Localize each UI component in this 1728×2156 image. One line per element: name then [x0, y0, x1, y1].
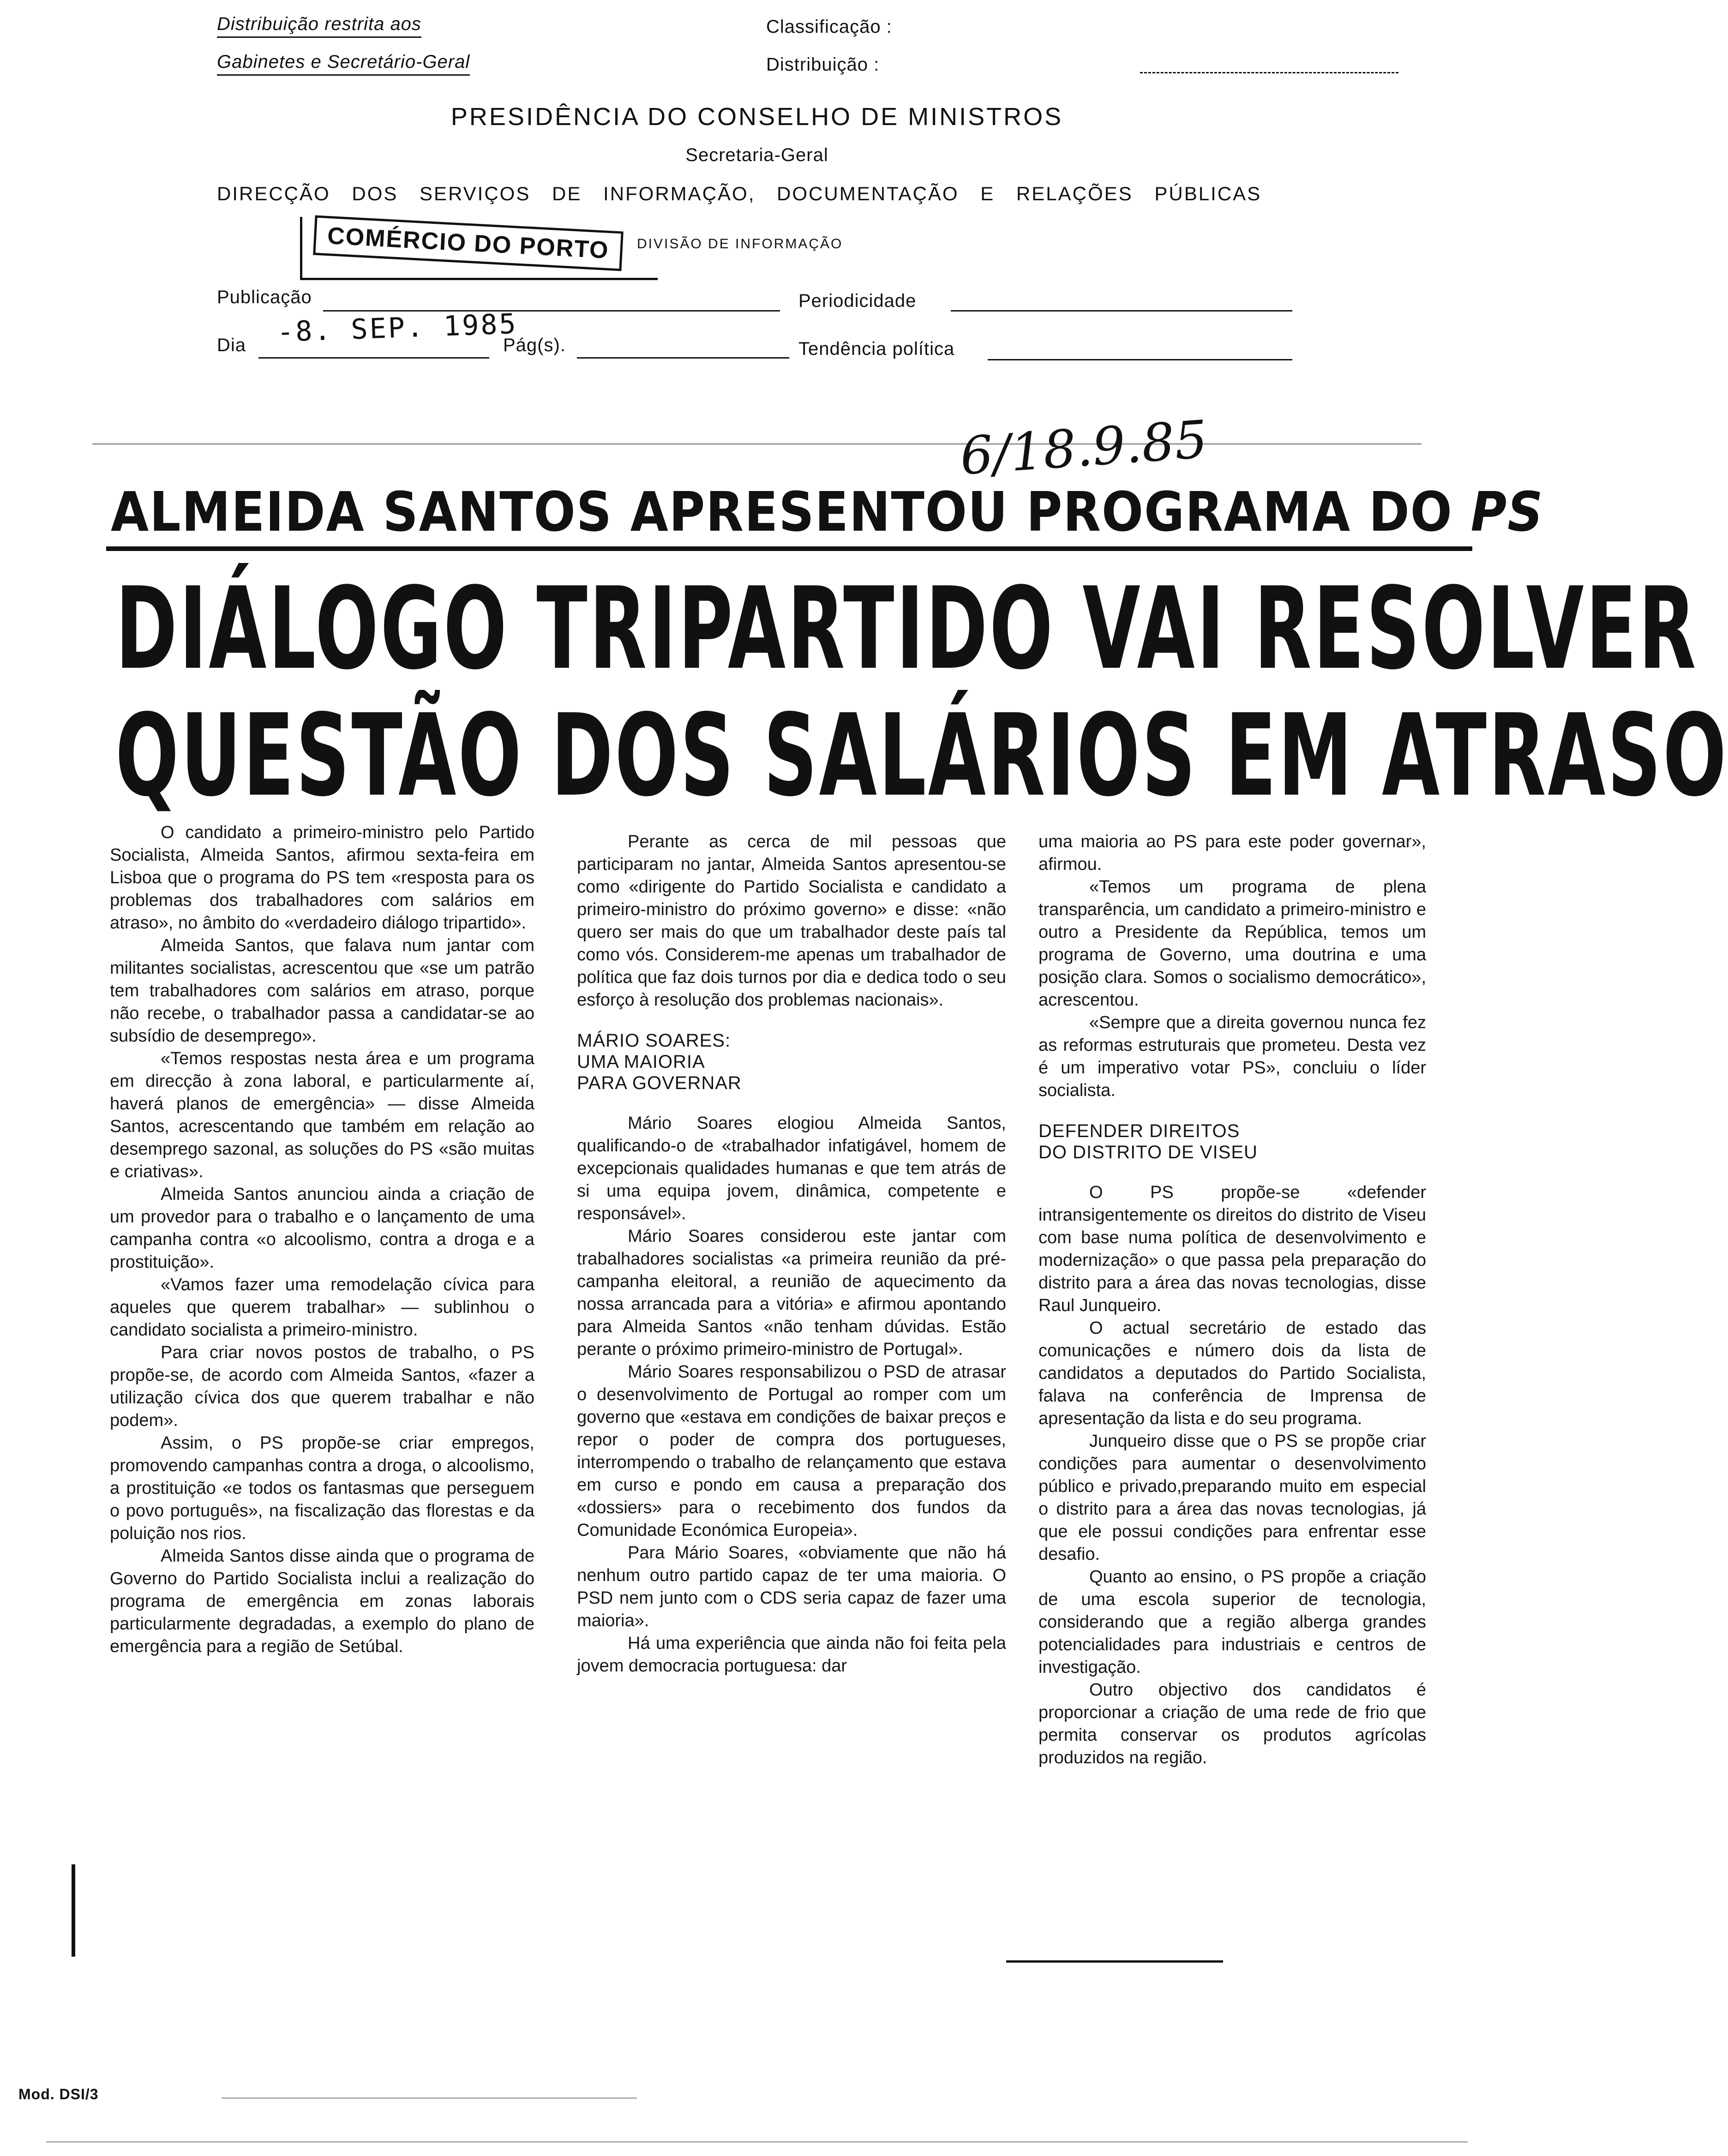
paragraph: Mário Soares responsabilizou o PSD de atrasar o desenvolvimento de Portugal ao romper com um governo que «estava em condições de baixar preços e repor o poder de compra dos portugueses, interrompendo o trabalho de relançamento que estava em curso e pondo em causa a preparação dos «dossiers» para o recebimento dos fundos da Comunidade Económica Europeia».: [577, 1362, 1006, 1540]
article-column-2: [577, 831, 1006, 1677]
paragraph: Almeida Santos anunciou ainda a criação de um provedor para o trabalho e o lançamento de uma campanha contra «o alcoolismo, contra a droga e a prostituição».: [110, 1185, 534, 1272]
headline-line-2: QUESTÃO DOS SALÁRIOS EM ATRASO: [115, 690, 1728, 821]
paragraph: Mário Soares considerou este jantar com trabalhadores socialistas «a primeira reunião da pré-campanha eleitoral, a reunião de aquecimento da nossa arrancada para a vitória» e afirmou apontando para Almeida Santos «não tenham dúvidas. Estão perante o próximo primeiro-ministro de Portugal».: [577, 1227, 1006, 1359]
handwritten-note: 6/18.9.85: [958, 409, 1210, 487]
classification-label: Classificação :: [766, 17, 892, 37]
heading-line: MÁRIO SOARES:: [577, 1030, 731, 1051]
margin-mark: [72, 1864, 75, 1957]
paragraph: Almeida Santos, que falava num jantar com militantes socialistas, acrescentou que «se um patrão tem trabalhadores com salários em atraso, porque não recebe, o trabalhador passa a candidatar-se ao subsídio de desemprego».: [110, 936, 534, 1046]
paragraph: Perante as cerca de mil pessoas que participaram no jantar, Almeida Santos apresentou-se como «dirigente do Partido Socialista e candidato a primeiro-ministro do próximo governo» e disse: «não quero ser mais do que um trabalhador deste país tal como vós. Considerem-me apenas um trabalhador de política que faz dois turnos por dia e dedica todo o seu esforço à resolução dos problemas nacionais».: [577, 832, 1006, 1010]
kicker-ps: PS: [1470, 480, 1544, 544]
paragraph: O candidato a primeiro-ministro pelo Partido Socialista, Almeida Santos, afirmou sexta-feira em Lisboa que o programa do PS tem «resposta para os problemas dos trabalhadores com salários em atraso», no âmbito do «verdadeiro diálogo tripartido».: [110, 823, 534, 933]
day-line: [258, 357, 489, 359]
heading-line: PARA GOVERNAR: [577, 1073, 742, 1093]
paragraph: «Sempre que a direita governou nunca fez as reformas estruturais que prometeu. Desta vez é um imperativo votar PS», concluiu o líder socialista.: [1038, 1013, 1426, 1100]
restriction-line-1: Distribuição restrita aos: [217, 14, 421, 38]
photocopy-streak: [46, 2141, 1468, 2143]
article-kicker: [111, 480, 1543, 544]
day-label: Dia: [217, 335, 246, 355]
tendency-label: Tendência política: [798, 339, 955, 359]
paragraph: «Vamos fazer uma remodelação cívica para aqueles que querem trabalhar» — sublinhou o candidato socialista a primeiro-ministro.: [110, 1275, 534, 1340]
periodicity-line: [951, 310, 1292, 311]
pages-line: [577, 357, 789, 359]
periodicity-label: Periodicidade: [798, 291, 917, 311]
kicker-text: ALMEIDA SANTOS APRESENTOU PROGRAMA DO: [111, 480, 1471, 544]
section-heading-soares: [577, 1030, 1006, 1094]
pages-label: Pág(s).: [503, 335, 566, 355]
kicker-rule: [106, 546, 1472, 551]
photocopy-streak: [92, 443, 1422, 445]
paragraph: Para Mário Soares, «obviamente que não há nenhum outro partido capaz de ter uma maioria. O PSD nem junto com o CDS seria capaz de fazer uma maioria».: [577, 1543, 1006, 1630]
article-column-1: [110, 821, 534, 1658]
secretaria-geral: Secretaria-Geral: [685, 145, 828, 165]
paragraph: Quanto ao ensino, o PS propõe a criação de uma escola superior de tecnologia, considerando que a região alberga grandes potencialidades para industriais e centros de investigação.: [1038, 1567, 1426, 1677]
paragraph: «Temos um programa de plena transparência, um candidato a primeiro-ministro e outro a Presidente da República, temos um programa de Governo, uma doutrina e uma posição clara. Somos o socialismo democrático», acrescentou.: [1038, 877, 1426, 1010]
photocopy-streak: [222, 2097, 637, 2099]
paragraph: O actual secretário de estado das comunicações e número dois da lista de candidatos a deputados do Partido Socialista, falava na conferência de Imprensa de apresentação da lista e do seu programa.: [1038, 1318, 1426, 1428]
publication-line: [323, 310, 780, 311]
paragraph: «Temos respostas nesta área e um programa em direcção à zona laboral, e particularmente aí, haverá planos de emergência» — disse Almeida Santos, acrescentando que também em relação ao desemprego sazonal, as soluções do PS «são muitas e criativas».: [110, 1049, 534, 1181]
heading-line: DEFENDER DIREITOS: [1038, 1121, 1240, 1141]
page-title: PRESIDÊNCIA DO CONSELHO DE MINISTROS: [450, 103, 1063, 131]
paragraph: Assim, o PS propõe-se criar empregos, promovendo campanhas contra a droga, o alcoolismo, a prostituição «e todos os fantasmas que perseguem o povo português», na fiscalização das florestas e da poluição nos rios.: [110, 1433, 534, 1543]
tendency-line: [988, 359, 1292, 360]
distribution-line: [1140, 72, 1398, 73]
section-heading-viseu: [1038, 1120, 1426, 1163]
divisao-label: DIVISÃO DE INFORMAÇÃO: [637, 236, 843, 252]
headline-line-1: DIÁLOGO TRIPARTIDO VAI RESOLVER: [115, 563, 1698, 695]
publication-label: Publicação: [217, 287, 312, 307]
paragraph: Outro objectivo dos candidatos é proporcionar a criação de uma rede de frio que permita conservar os produtos agrícolas produzidos na região.: [1038, 1680, 1426, 1767]
paragraph: uma maioria ao PS para este poder governar», afirmou.: [1038, 832, 1426, 874]
paragraph: Almeida Santos disse ainda que o programa de Governo do Partido Socialista inclui a realização do programa de emergência em zonas laborais particularmente degradadas, a exemplo do plano de emergência para a região de Setúbal.: [110, 1546, 534, 1656]
heading-line: UMA MAIORIA: [577, 1052, 705, 1072]
date-stamp: -8. SEP. 1985: [276, 307, 518, 349]
form-code: Mod. DSI/3: [18, 2086, 99, 2102]
heading-line: DO DISTRITO DE VISEU: [1038, 1142, 1258, 1162]
paragraph: Mário Soares elogiou Almeida Santos, qualificando-o de «trabalhador infatigável, homem de excepcionais qualidades humanas e que tem atrás de si uma equipa jovem, dinâmica, competente e responsável».: [577, 1114, 1006, 1223]
paragraph: Junqueiro disse que o PS se propõe criar condições para aumentar o desenvolvimento público e privado,preparando muito em especial o distrito para a área das novas tecnologias, já que ele possui condições para enfrentar esse desafio.: [1038, 1431, 1426, 1564]
distribution-label: Distribuição :: [766, 54, 880, 75]
article-end-rule: [1006, 1960, 1223, 1963]
paragraph: Há uma experiência que ainda não foi feita pela jovem democracia portuguesa: dar: [577, 1634, 1006, 1676]
direccao-line: DIRECÇÃO DOS SERVIÇOS DE INFORMAÇÃO, DOCUMENTAÇÃO E RELAÇÕES PÚBLICAS: [217, 183, 1262, 204]
article-column-3: [1038, 831, 1426, 1769]
restriction-line-2: Gabinetes e Secretário-Geral: [217, 52, 470, 76]
paragraph: Para criar novos postos de trabalho, o PS propõe-se, de acordo com Almeida Santos, «fazer a utilização cívica dos que querem trabalhar e não podem».: [110, 1343, 534, 1430]
paragraph: O PS propõe-se «defender intransigentemente os direitos do distrito de Viseu com base numa política de desenvolvimento e modernização» o que passa pela preparação do distrito para a área das novas tecnologias, disse Raul Junqueiro.: [1038, 1183, 1427, 1315]
newspaper-stamp: COMÉRCIO DO PORTO: [313, 216, 623, 271]
